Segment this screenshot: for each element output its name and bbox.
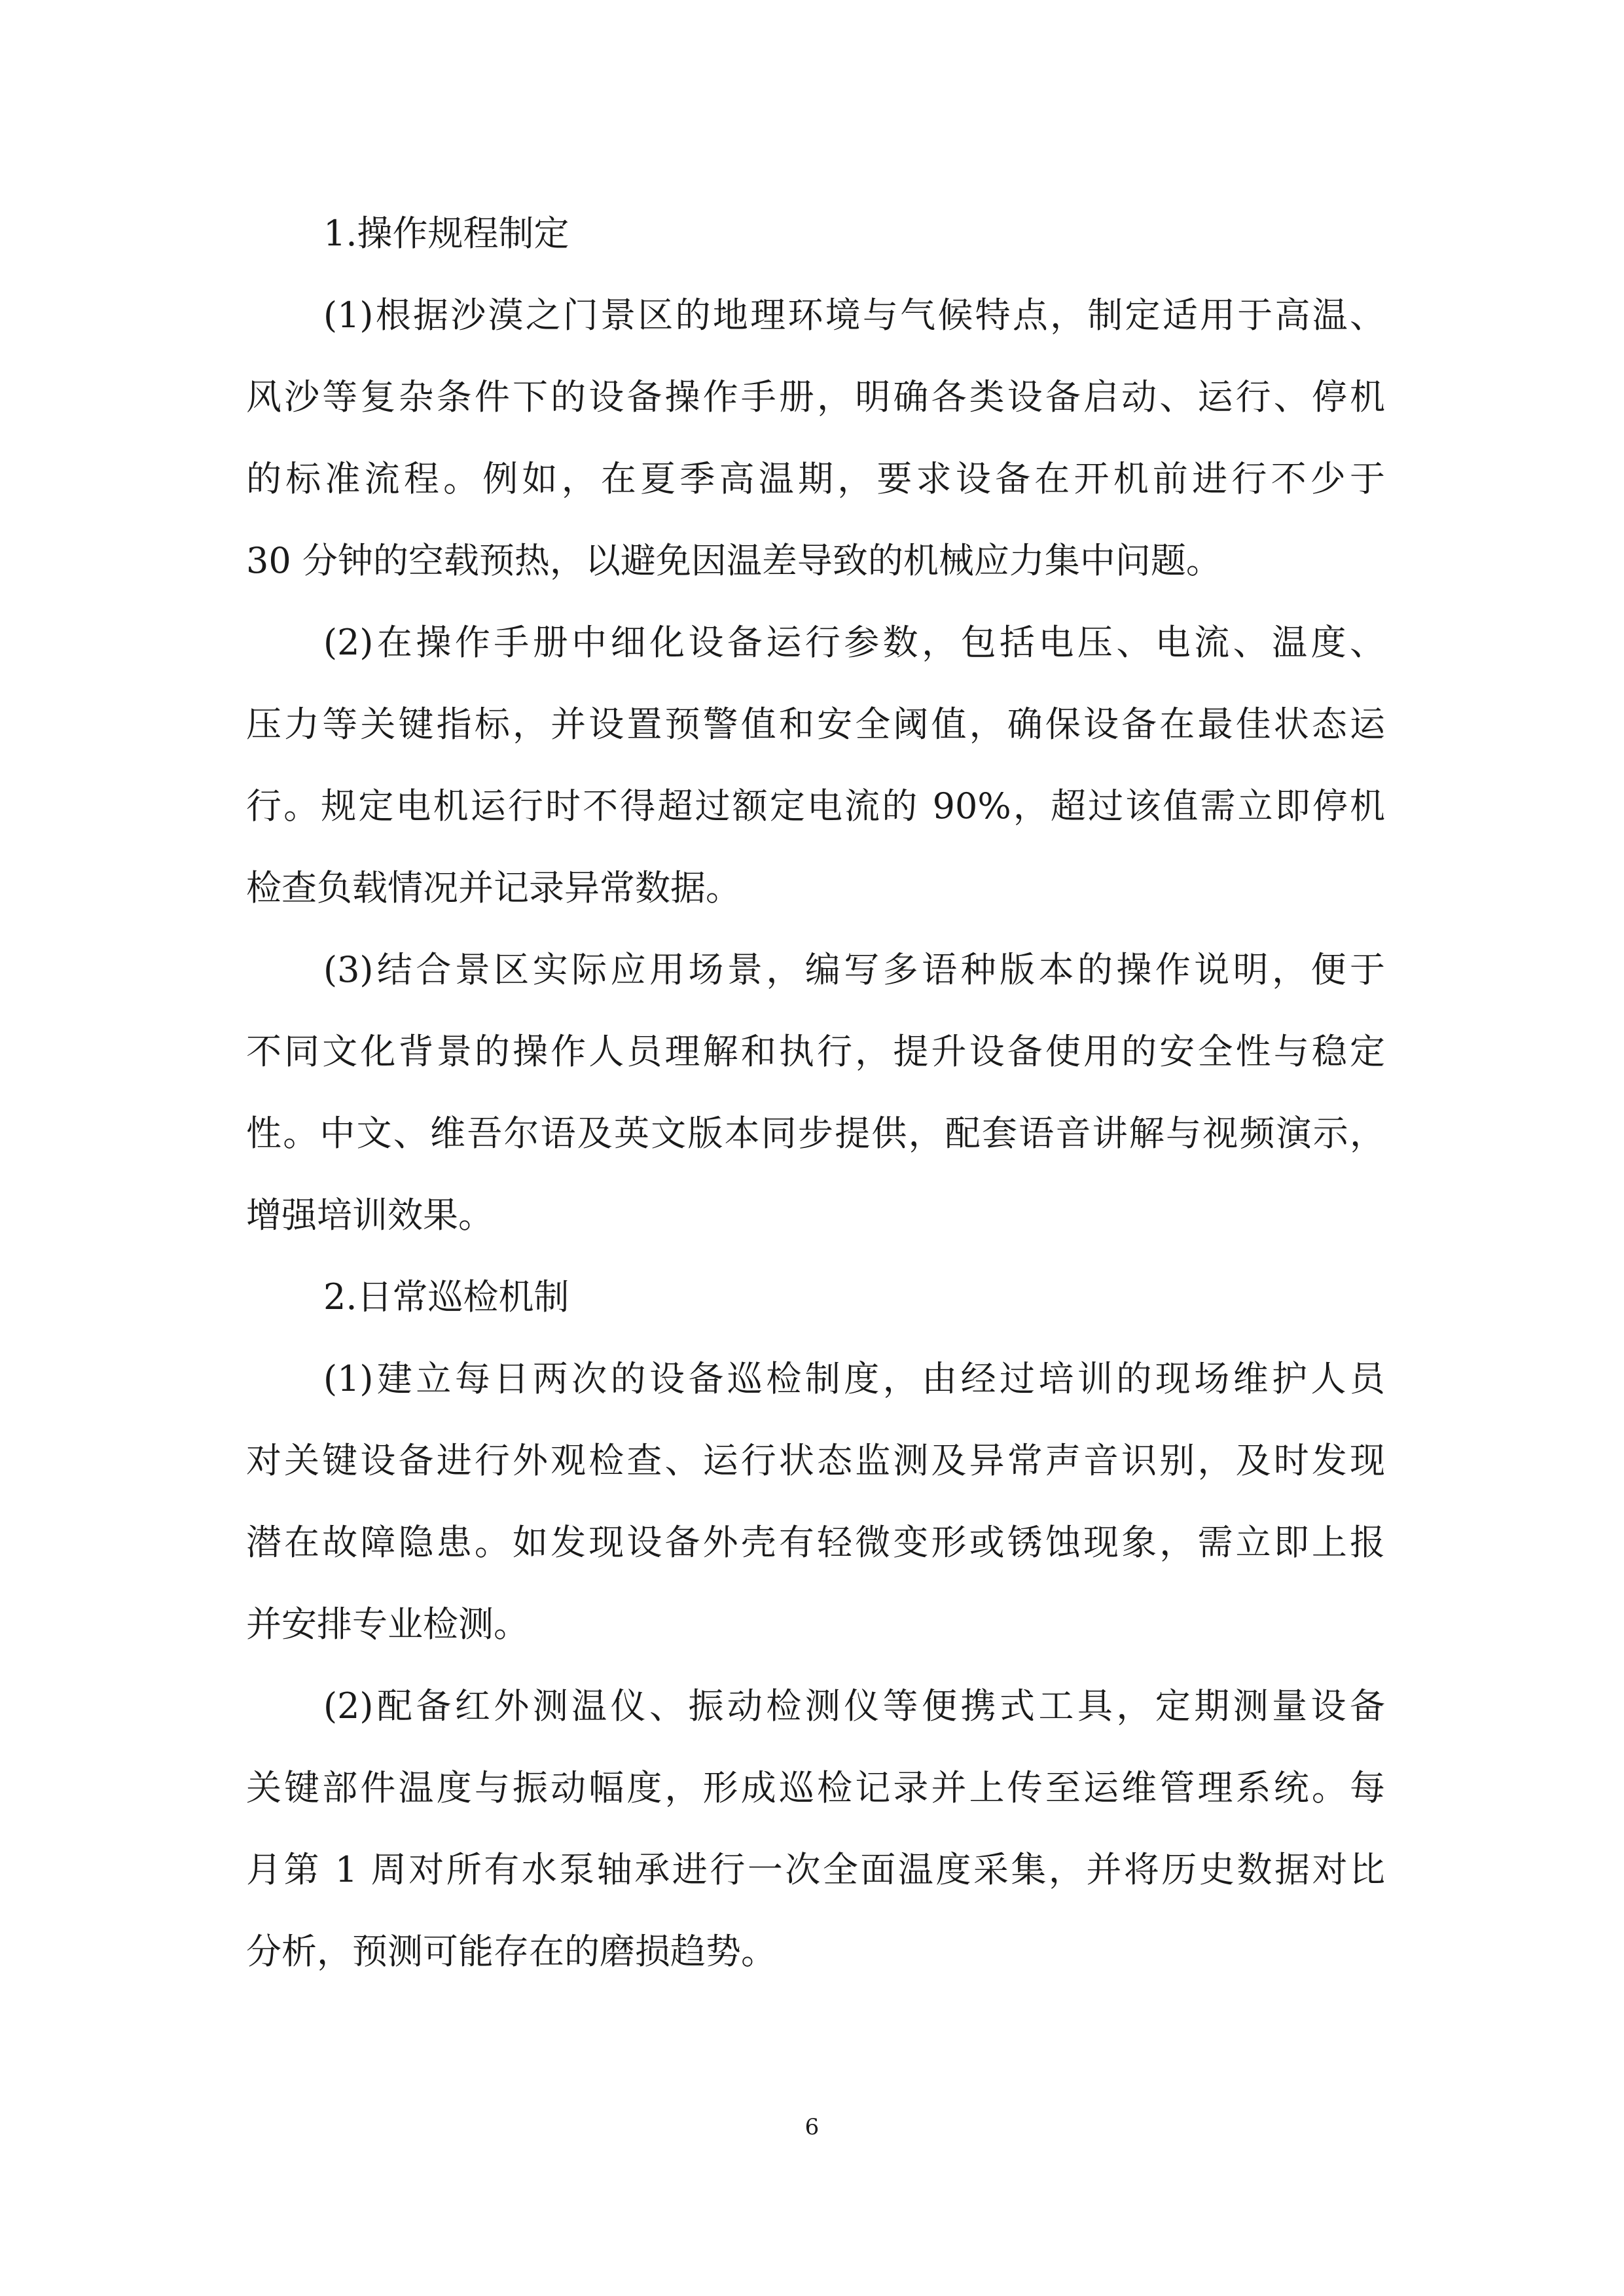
paragraph-line: 对关键设备进行外观检查、运行状态监测及异常声音识别，及时发现 [246,1440,1385,1481]
paragraph-line: 不同文化背景的操作人员理解和执行，提升设备使用的安全性与稳定 [246,1031,1385,1072]
paragraph-line: 月第 1 周对所有水泵轴承进行一次全面温度采集，并将历史数据对比 [246,1849,1385,1890]
paragraph-line: (1)建立每日两次的设备巡检制度，由经过培训的现场维护人员 [323,1358,1385,1399]
paragraph-line: 检查负载情况并记录异常数据。 [246,867,741,908]
paragraph-line: 分析，预测可能存在的磨损趋势。 [246,1931,776,1972]
section-heading-2: 2.日常巡检机制 [323,1276,569,1318]
paragraph-line: 压力等关键指标，并设置预警值和安全阈值，确保设备在最佳状态运 [246,704,1385,745]
paragraph-line: 并安排专业检测。 [246,1604,529,1645]
paragraph-line: 行。规定电机运行时不得超过额定电流的 90%，超过该值需立即停机 [246,785,1385,827]
paragraph-line: (2)在操作手册中细化设备运行参数，包括电压、电流、温度、 [323,622,1385,663]
paragraph-line: 风沙等复杂条件下的设备操作手册，明确各类设备启动、运行、停机 [246,376,1385,418]
paragraph-line: (2)配备红外测温仪、振动检测仪等便携式工具，定期测量设备 [323,1685,1385,1727]
paragraph-line: (3)结合景区实际应用场景，编写多语种版本的操作说明，便于 [323,949,1385,990]
paragraph-line: (1)根据沙漠之门景区的地理环境与气候特点，制定适用于高温、 [323,295,1385,336]
section-heading-1: 1.操作规程制定 [323,213,569,254]
paragraph-line: 30 分钟的空载预热，以避免因温差导致的机械应力集中问题。 [246,540,1221,581]
paragraph-line: 的标准流程。例如，在夏季高温期，要求设备在开机前进行不少于 [246,458,1385,499]
paragraph-line: 潜在故障隐患。如发现设备外壳有轻微变形或锈蚀现象，需立即上报 [246,1522,1385,1563]
page-number: 6 [804,2114,820,2140]
paragraph-line: 关键部件温度与振动幅度，形成巡检记录并上传至运维管理系统。每 [246,1767,1385,1808]
paragraph-line: 增强培训效果。 [246,1194,494,1236]
paragraph-line: 性。中文、维吾尔语及英文版本同步提供，配套语音讲解与视频演示， [246,1113,1385,1154]
